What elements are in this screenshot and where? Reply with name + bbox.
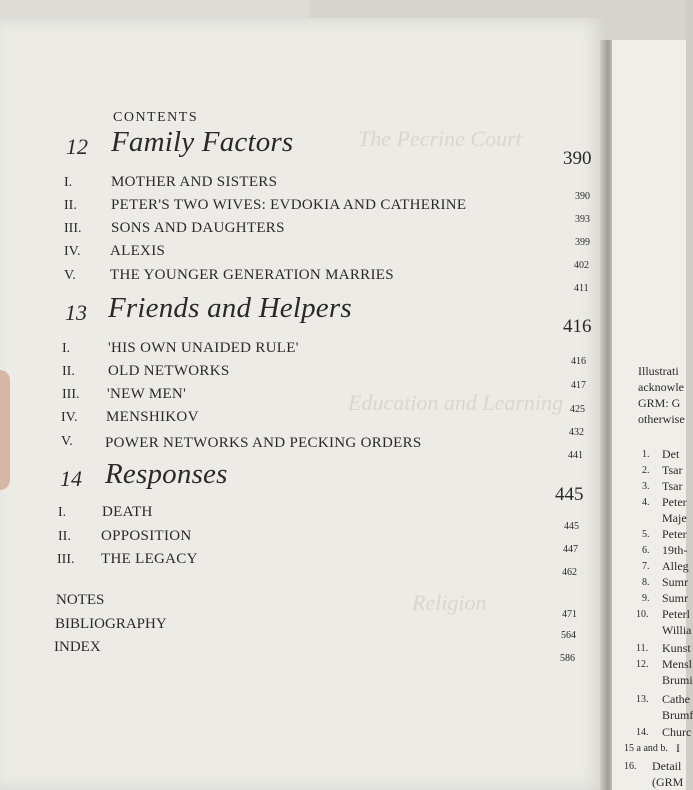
illustration-caption: Alleg bbox=[662, 559, 689, 573]
illustration-caption: Brumf bbox=[662, 708, 693, 722]
illustration-caption: Detail bbox=[652, 759, 682, 773]
chapter-number: 12 bbox=[66, 134, 88, 159]
section-numeral: III. bbox=[57, 552, 75, 567]
section-page: 462 bbox=[562, 567, 577, 578]
chapter-number: 14 bbox=[60, 466, 82, 491]
illustration-caption: 19th- bbox=[662, 543, 688, 557]
section-title: MENSHIKOV bbox=[106, 409, 199, 425]
chapter-page: 416 bbox=[563, 316, 592, 337]
left-page bbox=[0, 18, 606, 790]
illustration-number: 5. bbox=[642, 529, 650, 540]
section-title: PETER'S TWO WIVES: EVDOKIA AND CATHERINE bbox=[111, 197, 467, 213]
chapter-title: Friends and Helpers bbox=[108, 292, 352, 324]
right-page bbox=[612, 40, 693, 790]
section-page: 402 bbox=[574, 260, 589, 271]
illustration-caption: Mensl bbox=[662, 657, 692, 671]
section-title: DEATH bbox=[102, 504, 153, 520]
illustration-number: 13. bbox=[636, 694, 649, 705]
chapter-number: 13 bbox=[65, 300, 87, 325]
illustration-number: 10. bbox=[636, 609, 649, 620]
bleed-through-heading: Religion bbox=[412, 590, 487, 615]
section-numeral: II. bbox=[62, 364, 75, 379]
illustration-number: 15 a and b. bbox=[624, 743, 668, 754]
illustration-number: 8. bbox=[642, 577, 650, 588]
section-title: THE YOUNGER GENERATION MARRIES bbox=[110, 267, 394, 283]
section-page: 416 bbox=[571, 356, 586, 367]
section-numeral: II. bbox=[64, 198, 77, 213]
illustration-caption: Sumr bbox=[662, 575, 689, 589]
illustration-number: 3. bbox=[642, 481, 650, 492]
section-title: ALEXIS bbox=[110, 243, 166, 259]
illustration-caption: (GRM bbox=[652, 775, 684, 789]
illustration-note-line: acknowle bbox=[638, 380, 684, 394]
illustration-number: 1. bbox=[642, 449, 650, 460]
illustration-caption: I bbox=[676, 741, 680, 755]
illustration-number: 16. bbox=[624, 761, 637, 772]
section-numeral: I. bbox=[64, 175, 73, 190]
chapter-page: 445 bbox=[555, 484, 584, 505]
section-numeral: IV. bbox=[64, 244, 81, 259]
back-matter-title: INDEX bbox=[54, 639, 101, 655]
section-title: MOTHER AND SISTERS bbox=[111, 174, 278, 190]
back-matter-title: NOTES bbox=[56, 592, 105, 608]
illustration-number: 6. bbox=[642, 545, 650, 556]
illustration-caption: Maje bbox=[662, 511, 687, 525]
section-numeral: V. bbox=[61, 434, 73, 449]
section-page: 417 bbox=[571, 380, 586, 391]
illustration-note-line: otherwise bbox=[638, 412, 685, 426]
illustration-number: 9. bbox=[642, 593, 650, 604]
section-page: 393 bbox=[575, 214, 590, 225]
section-title: THE LEGACY bbox=[101, 551, 198, 567]
back-matter-page: 586 bbox=[560, 653, 575, 664]
section-numeral: II. bbox=[58, 529, 71, 544]
illustration-number: 4. bbox=[642, 497, 650, 508]
section-numeral: IV. bbox=[61, 410, 78, 425]
illustration-caption: Peter bbox=[662, 495, 687, 509]
section-page: 445 bbox=[564, 521, 579, 532]
illustration-number: 7. bbox=[642, 561, 650, 572]
illustration-number: 12. bbox=[636, 659, 649, 670]
back-matter-title: BIBLIOGRAPHY bbox=[55, 616, 167, 632]
chapter-title: Family Factors bbox=[111, 126, 294, 158]
illustration-number: 11. bbox=[636, 643, 649, 654]
section-page: 399 bbox=[575, 237, 590, 248]
section-numeral: I. bbox=[62, 341, 71, 356]
illustration-number: 2. bbox=[642, 465, 650, 476]
section-title: SONS AND DAUGHTERS bbox=[111, 220, 285, 236]
back-matter-page: 564 bbox=[561, 630, 576, 641]
illustration-caption: Sumr bbox=[662, 591, 689, 605]
illustration-caption: Kunst bbox=[662, 641, 691, 655]
section-title: OPPOSITION bbox=[101, 528, 192, 544]
section-numeral: III. bbox=[64, 221, 82, 236]
chapter-title: Responses bbox=[105, 458, 228, 490]
illustration-caption: Tsar bbox=[662, 479, 683, 493]
illustration-number: 14. bbox=[636, 727, 649, 738]
illustration-note-line: Illustrati bbox=[638, 364, 679, 378]
illustration-caption: Brumi bbox=[662, 673, 693, 687]
illustration-caption: Det bbox=[662, 447, 680, 461]
section-numeral: I. bbox=[58, 505, 67, 520]
back-matter-page: 471 bbox=[562, 609, 577, 620]
section-numeral: V. bbox=[64, 268, 76, 283]
section-title: 'NEW MEN' bbox=[107, 386, 187, 402]
section-title: OLD NETWORKS bbox=[108, 363, 230, 379]
illustration-caption: Peter bbox=[662, 527, 687, 541]
section-page: 447 bbox=[563, 544, 578, 555]
bleed-through-heading: The Pecrine Court bbox=[358, 126, 522, 151]
contents-title: CONTENTS bbox=[113, 110, 199, 125]
illustration-note-line: GRM: G bbox=[638, 396, 681, 410]
section-numeral: III. bbox=[62, 387, 80, 402]
section-page: 411 bbox=[574, 283, 589, 294]
section-page: 441 bbox=[568, 450, 583, 461]
illustration-caption: Willia bbox=[662, 623, 692, 637]
illustration-caption: Peterl bbox=[662, 607, 690, 621]
chapter-page: 390 bbox=[563, 148, 592, 169]
thumb bbox=[0, 370, 10, 490]
section-title: 'HIS OWN UNAIDED RULE' bbox=[108, 340, 299, 356]
section-page: 425 bbox=[570, 404, 585, 415]
section-page: 390 bbox=[575, 191, 590, 202]
illustration-caption: Tsar bbox=[662, 463, 683, 477]
bleed-through-heading: Education and Learning bbox=[348, 390, 564, 415]
illustration-caption: Cathe bbox=[662, 692, 690, 706]
section-page: 432 bbox=[569, 427, 584, 438]
illustration-caption: Churc bbox=[662, 725, 692, 739]
section-title: POWER NETWORKS AND PECKING ORDERS bbox=[105, 435, 422, 451]
